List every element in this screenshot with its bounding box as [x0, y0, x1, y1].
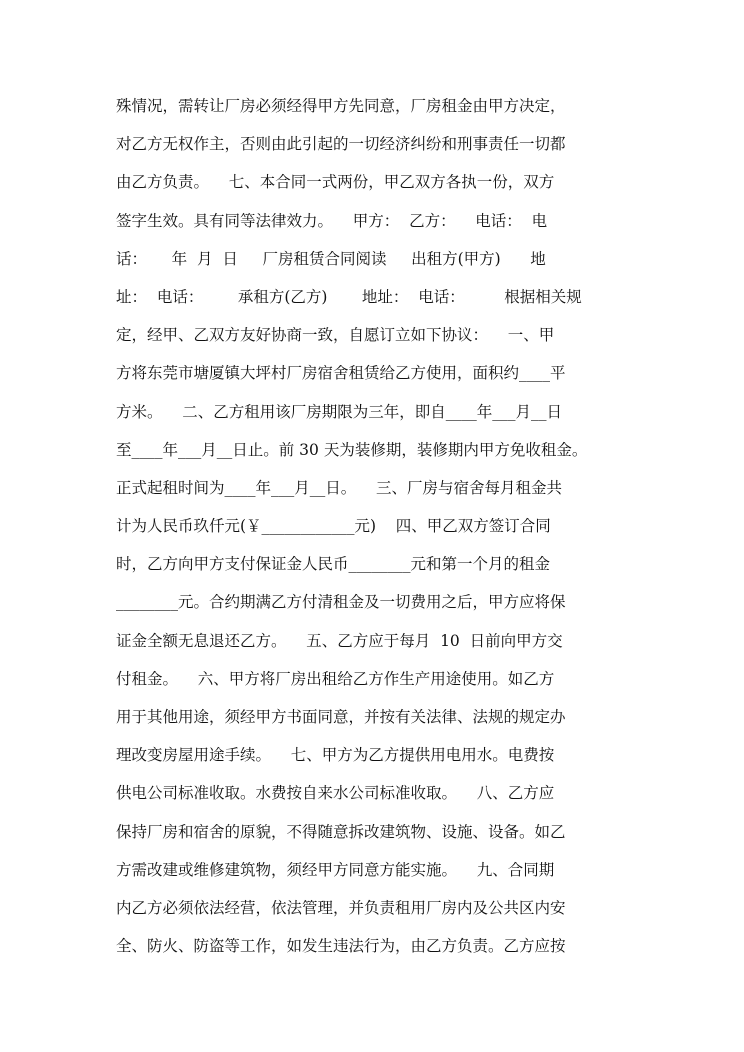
text-line: 证金全额无息退还乙方。 五、乙方应于每月 10 日前向甲方交	[116, 631, 563, 650]
text-line: 内乙方必须依法经营，依法管理，并负责租用厂房内及公共区内安	[116, 898, 566, 917]
text-line: 理改变房屋用途手续。 七、甲方为乙方提供用电用水。电费按	[116, 746, 555, 765]
text-line: 用于其他用途，须经甲方书面同意，并按有关法律、法规的规定办	[116, 708, 566, 726]
text-line: 付租金。 六、甲方将厂房出租给乙方作生产用途使用。如乙方	[116, 669, 555, 688]
contract-text-body	[116, 87, 636, 965]
text-line: 定，经甲、乙双方友好协商一致，自愿订立如下协议： 一、甲	[116, 326, 555, 345]
text-line: 方需改建或维修建筑物，须经甲方同意方能实施。 九、合同期	[116, 860, 555, 879]
text-line: 时，乙方向甲方支付保证金人民币________元和第一个月的租金	[116, 555, 551, 574]
text-line: 话： 年 月 日 厂房租赁合同阅读 出租方(甲方) 地	[116, 249, 546, 268]
text-line: 全、防火、防盗等工作，如发生违法行为，由乙方负责。乙方应按	[116, 937, 566, 956]
text-line: 方米。 二、乙方租用该厂房期限为三年，即自____年___月__日	[116, 402, 562, 421]
text-line: 对乙方无权作主，否则由此引起的一切经济纠纷和刑事责任一切都	[116, 135, 566, 154]
text-line: 正式起租时间为____年___月__日。 三、厂房与宿舍每月租金共	[116, 478, 562, 497]
text-line: 方将东莞市塘厦镇大坪村厂房宿舍租赁给乙方使用，面积约____平	[116, 364, 566, 383]
text-line: ________元。合约期满乙方付清租金及一切费用之后，甲方应将保	[116, 593, 566, 612]
text-line: 签字生效。具有同等法律效力。 甲方： 乙方： 电话： 电	[116, 211, 548, 230]
text-line: 由乙方负责。 七、本合同一式两份，甲乙双方各执一份，双方	[116, 173, 555, 192]
text-line: 供电公司标准收取。水费按自来水公司标准收取。 八、乙方应	[116, 784, 555, 803]
text-line: 至____年___月__日止。前 30 天为装修期，装修期内甲方免收租金。	[116, 440, 588, 459]
text-line: 殊情况，需转让厂房必须经得甲方先同意，厂房租金由甲方决定，	[116, 97, 566, 115]
text-line: 址： 电话： 承租方(乙方) 地址： 电话： 根据相关规	[116, 287, 582, 306]
text-line: 保持厂房和宿舍的原貌，不得随意拆改建筑物、设施、设备。如乙	[116, 822, 566, 841]
text-line: 计为人民币玖仟元(￥____________元) 四、甲乙双方签订合同	[116, 517, 551, 536]
